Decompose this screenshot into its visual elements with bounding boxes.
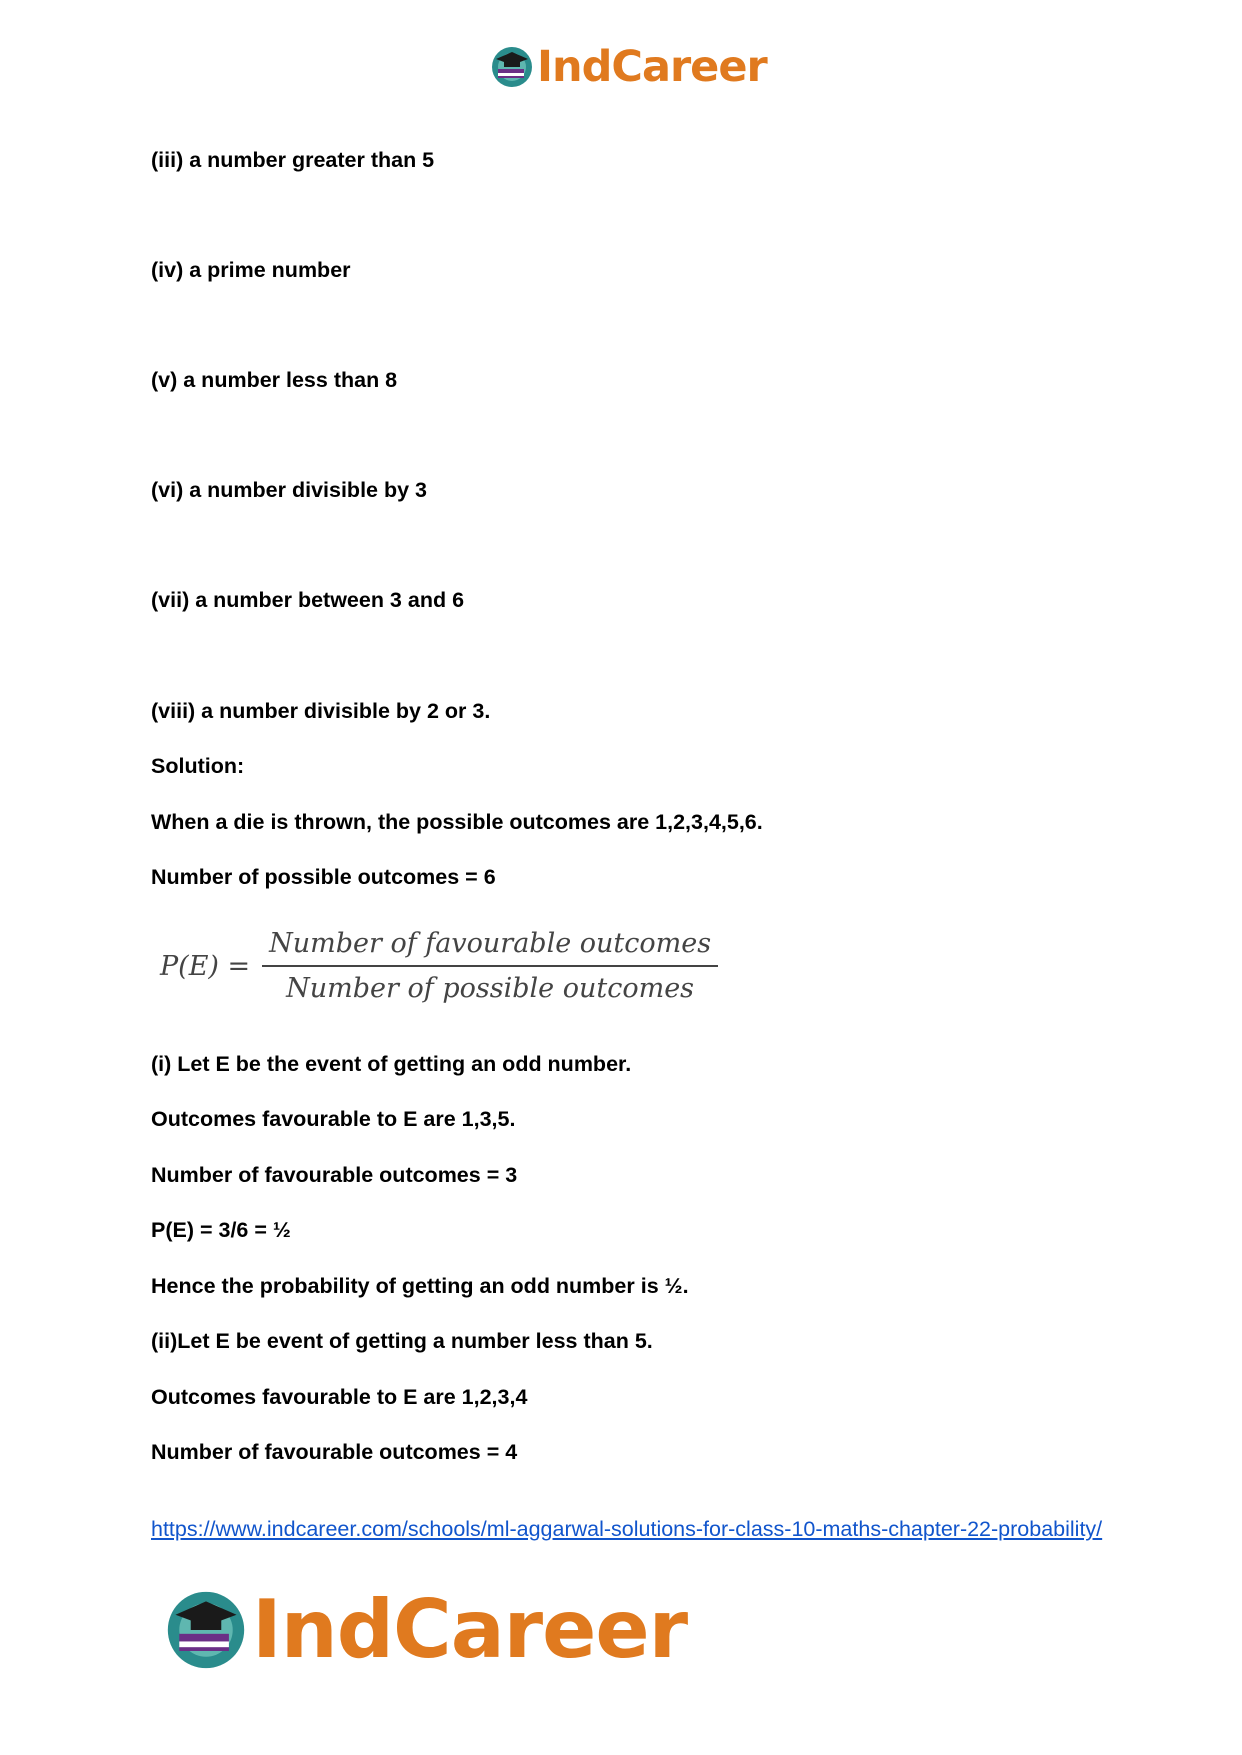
question-part-iii: (iii) a number greater than 5 bbox=[151, 148, 435, 172]
solution-text: (i) Let E be the event of getting an odd number. bbox=[151, 1052, 632, 1076]
question-part-iv: (iv) a prime number bbox=[151, 258, 351, 282]
solution-text: Number of possible outcomes = 6 bbox=[151, 865, 496, 889]
solution-text: P(E) = 3/6 = ½ bbox=[151, 1218, 291, 1242]
solution-text: Hence the probability of getting an odd number is ½. bbox=[151, 1274, 689, 1298]
graduation-cap-book-icon bbox=[164, 1588, 248, 1672]
formula-fraction bbox=[262, 928, 718, 1004]
question-part-vii: (vii) a number between 3 and 6 bbox=[151, 588, 465, 612]
solution-text: Number of favourable outcomes = 3 bbox=[151, 1163, 518, 1187]
solution-text: Outcomes favourable to E are 1,2,3,4 bbox=[151, 1385, 528, 1409]
solution-heading: Solution: bbox=[151, 754, 245, 778]
solution-text: When a die is thrown, the possible outcomes are 1,2,3,4,5,6. bbox=[151, 810, 763, 834]
graduation-cap-book-icon bbox=[490, 45, 534, 89]
source-link[interactable]: https://www.indcareer.com/schools/ml-aggarwal-solutions-for-class-10-maths-chapter-22-probability/ bbox=[151, 1517, 1103, 1541]
footer-logo bbox=[164, 1583, 687, 1676]
header-logo bbox=[490, 42, 767, 92]
solution-text: (ii)Let E be event of getting a number less than 5. bbox=[151, 1329, 653, 1353]
brand-wordmark: IndCareer bbox=[252, 1583, 688, 1676]
solution-text: Outcomes favourable to E are 1,3,5. bbox=[151, 1107, 516, 1131]
formula-denominator: Number of possible outcomes bbox=[262, 965, 718, 1004]
solution-text: Number of favourable outcomes = 4 bbox=[151, 1440, 518, 1464]
question-part-v: (v) a number less than 8 bbox=[151, 368, 398, 392]
probability-formula bbox=[160, 928, 718, 1004]
question-part-viii: (viii) a number divisible by 2 or 3. bbox=[151, 699, 491, 723]
brand-wordmark: IndCareer bbox=[537, 42, 767, 92]
question-part-vi: (vi) a number divisible by 3 bbox=[151, 478, 427, 502]
formula-lhs: P(E) = bbox=[160, 950, 251, 982]
formula-numerator: Number of favourable outcomes bbox=[269, 928, 712, 959]
